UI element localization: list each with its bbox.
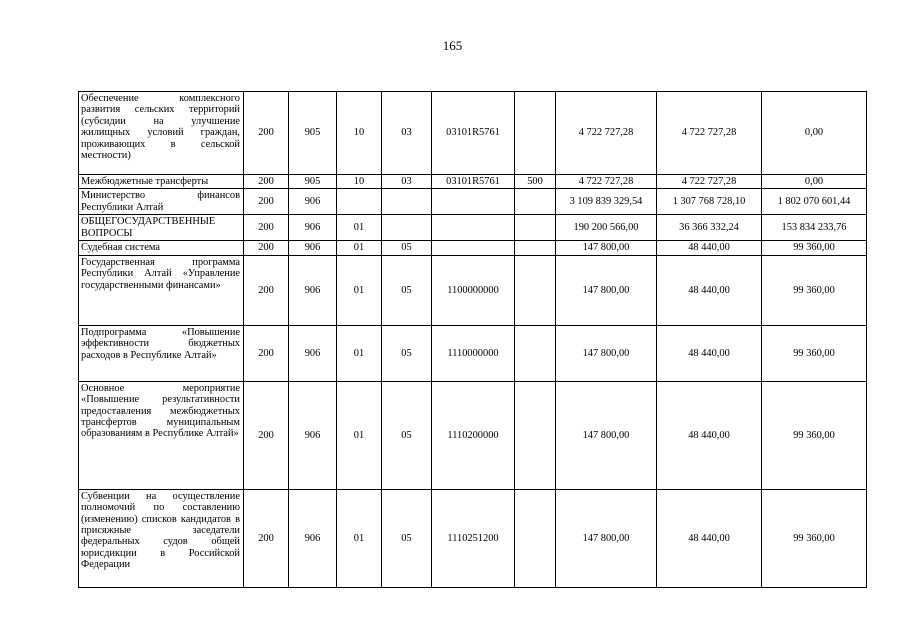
section-code-cell: 01 — [337, 381, 382, 489]
plan-amount-cell: 147 800,00 — [556, 255, 657, 325]
remaining-amount-cell: 99 360,00 — [762, 325, 867, 381]
plan-amount-cell: 147 800,00 — [556, 381, 657, 489]
section-code-cell: 01 — [337, 255, 382, 325]
code-cell-200: 200 — [244, 255, 289, 325]
ministry-code-cell: 906 — [289, 325, 337, 381]
table-row — [79, 241, 867, 255]
executed-amount-cell: 48 440,00 — [657, 381, 762, 489]
row-name-cell: Межбюджетные трансферты — [79, 175, 244, 189]
subsection-code-cell: 05 — [382, 325, 432, 381]
section-code-cell: 01 — [337, 325, 382, 381]
section-code-cell: 10 — [337, 175, 382, 189]
remaining-amount-cell: 1 802 070 601,44 — [762, 189, 867, 215]
remaining-amount-cell: 153 834 233,76 — [762, 215, 867, 241]
subsection-code-cell: 05 — [382, 255, 432, 325]
table-row — [79, 215, 867, 241]
section-code-cell: 01 — [337, 241, 382, 255]
table-row — [79, 92, 867, 175]
code-cell-200: 200 — [244, 489, 289, 587]
target-article-cell — [432, 215, 515, 241]
plan-amount-cell: 147 800,00 — [556, 489, 657, 587]
remaining-amount-cell: 0,00 — [762, 175, 867, 189]
plan-amount-cell: 147 800,00 — [556, 241, 657, 255]
expense-type-cell: 500 — [515, 175, 556, 189]
remaining-amount-cell: 99 360,00 — [762, 255, 867, 325]
code-cell-200: 200 — [244, 241, 289, 255]
plan-amount-cell: 190 200 566,00 — [556, 215, 657, 241]
ministry-code-cell: 906 — [289, 215, 337, 241]
ministry-code-cell: 905 — [289, 92, 337, 175]
plan-amount-cell: 3 109 839 329,54 — [556, 189, 657, 215]
page-number: 165 — [442, 38, 463, 53]
subsection-code-cell — [382, 215, 432, 241]
ministry-code-cell: 906 — [289, 489, 337, 587]
executed-amount-cell: 48 440,00 — [657, 325, 762, 381]
target-article-cell — [432, 241, 515, 255]
remaining-amount-cell: 99 360,00 — [762, 241, 867, 255]
plan-amount-cell: 147 800,00 — [556, 325, 657, 381]
section-code-cell: 01 — [337, 489, 382, 587]
table-row — [79, 189, 867, 215]
ministry-code-cell: 905 — [289, 175, 337, 189]
target-article-cell: 03101R5761 — [432, 92, 515, 175]
executed-amount-cell: 48 440,00 — [657, 489, 762, 587]
section-code-cell — [337, 189, 382, 215]
remaining-amount-cell: 0,00 — [762, 92, 867, 175]
row-name-cell: Подпрограмма «Повышение эффективности бюджетных расходов в Республике Алтай» — [79, 325, 244, 381]
code-cell-200: 200 — [244, 175, 289, 189]
subsection-code-cell: 05 — [382, 489, 432, 587]
row-name-cell: Обеспечение комплексного развития сельских территорий (субсидии на улучшение жилищных условий граждан, проживающих в сельской местности) — [79, 92, 244, 175]
executed-amount-cell: 48 440,00 — [657, 255, 762, 325]
table-row — [79, 325, 867, 381]
row-name-cell: Основное мероприятие «Повышение результативности предоставления межбюджетных трансфертов муниципальным образованиям в Республике Алтай» — [79, 381, 244, 489]
plan-amount-cell: 4 722 727,28 — [556, 175, 657, 189]
expense-type-cell — [515, 325, 556, 381]
remaining-amount-cell: 99 360,00 — [762, 381, 867, 489]
expense-type-cell — [515, 255, 556, 325]
expense-type-cell — [515, 381, 556, 489]
plan-amount-cell: 4 722 727,28 — [556, 92, 657, 175]
row-name-cell: Государственная программа Республики Алтай «Управление государственными финансами» — [79, 255, 244, 325]
row-name-cell: Министерство финансов Республики Алтай — [79, 189, 244, 215]
ministry-code-cell: 906 — [289, 241, 337, 255]
target-article-cell — [432, 189, 515, 215]
section-code-cell: 01 — [337, 215, 382, 241]
subsection-code-cell: 05 — [382, 381, 432, 489]
table-row — [79, 175, 867, 189]
target-article-cell: 1110251200 — [432, 489, 515, 587]
target-article-cell: 03101R5761 — [432, 175, 515, 189]
executed-amount-cell: 48 440,00 — [657, 241, 762, 255]
code-cell-200: 200 — [244, 381, 289, 489]
executed-amount-cell: 4 722 727,28 — [657, 92, 762, 175]
executed-amount-cell: 36 366 332,24 — [657, 215, 762, 241]
subsection-code-cell: 05 — [382, 241, 432, 255]
row-name-cell: ОБЩЕГОСУДАРСТВЕННЫЕ ВОПРОСЫ — [79, 215, 244, 241]
target-article-cell: 1110200000 — [432, 381, 515, 489]
expense-type-cell — [515, 241, 556, 255]
target-article-cell: 1110000000 — [432, 325, 515, 381]
subsection-code-cell: 03 — [382, 92, 432, 175]
ministry-code-cell: 906 — [289, 255, 337, 325]
subsection-code-cell: 03 — [382, 175, 432, 189]
expense-type-cell — [515, 189, 556, 215]
executed-amount-cell: 1 307 768 728,10 — [657, 189, 762, 215]
expense-type-cell — [515, 215, 556, 241]
row-name-cell: Субвенции на осуществление полномочий по составлению (изменению) списков кандидатов в присяжные заседатели федеральных судов общей юрисдикции в Российской Федерации — [79, 489, 244, 587]
table-row — [79, 489, 867, 587]
ministry-code-cell: 906 — [289, 189, 337, 215]
ministry-code-cell: 906 — [289, 381, 337, 489]
target-article-cell: 1100000000 — [432, 255, 515, 325]
remaining-amount-cell: 99 360,00 — [762, 489, 867, 587]
budget-table — [78, 91, 867, 588]
expense-type-cell — [515, 92, 556, 175]
code-cell-200: 200 — [244, 215, 289, 241]
section-code-cell: 10 — [337, 92, 382, 175]
executed-amount-cell: 4 722 727,28 — [657, 175, 762, 189]
table-row — [79, 381, 867, 489]
code-cell-200: 200 — [244, 92, 289, 175]
table-body — [79, 92, 867, 588]
row-name-cell: Судебная система — [79, 241, 244, 255]
code-cell-200: 200 — [244, 325, 289, 381]
code-cell-200: 200 — [244, 189, 289, 215]
table-row — [79, 255, 867, 325]
subsection-code-cell — [382, 189, 432, 215]
expense-type-cell — [515, 489, 556, 587]
